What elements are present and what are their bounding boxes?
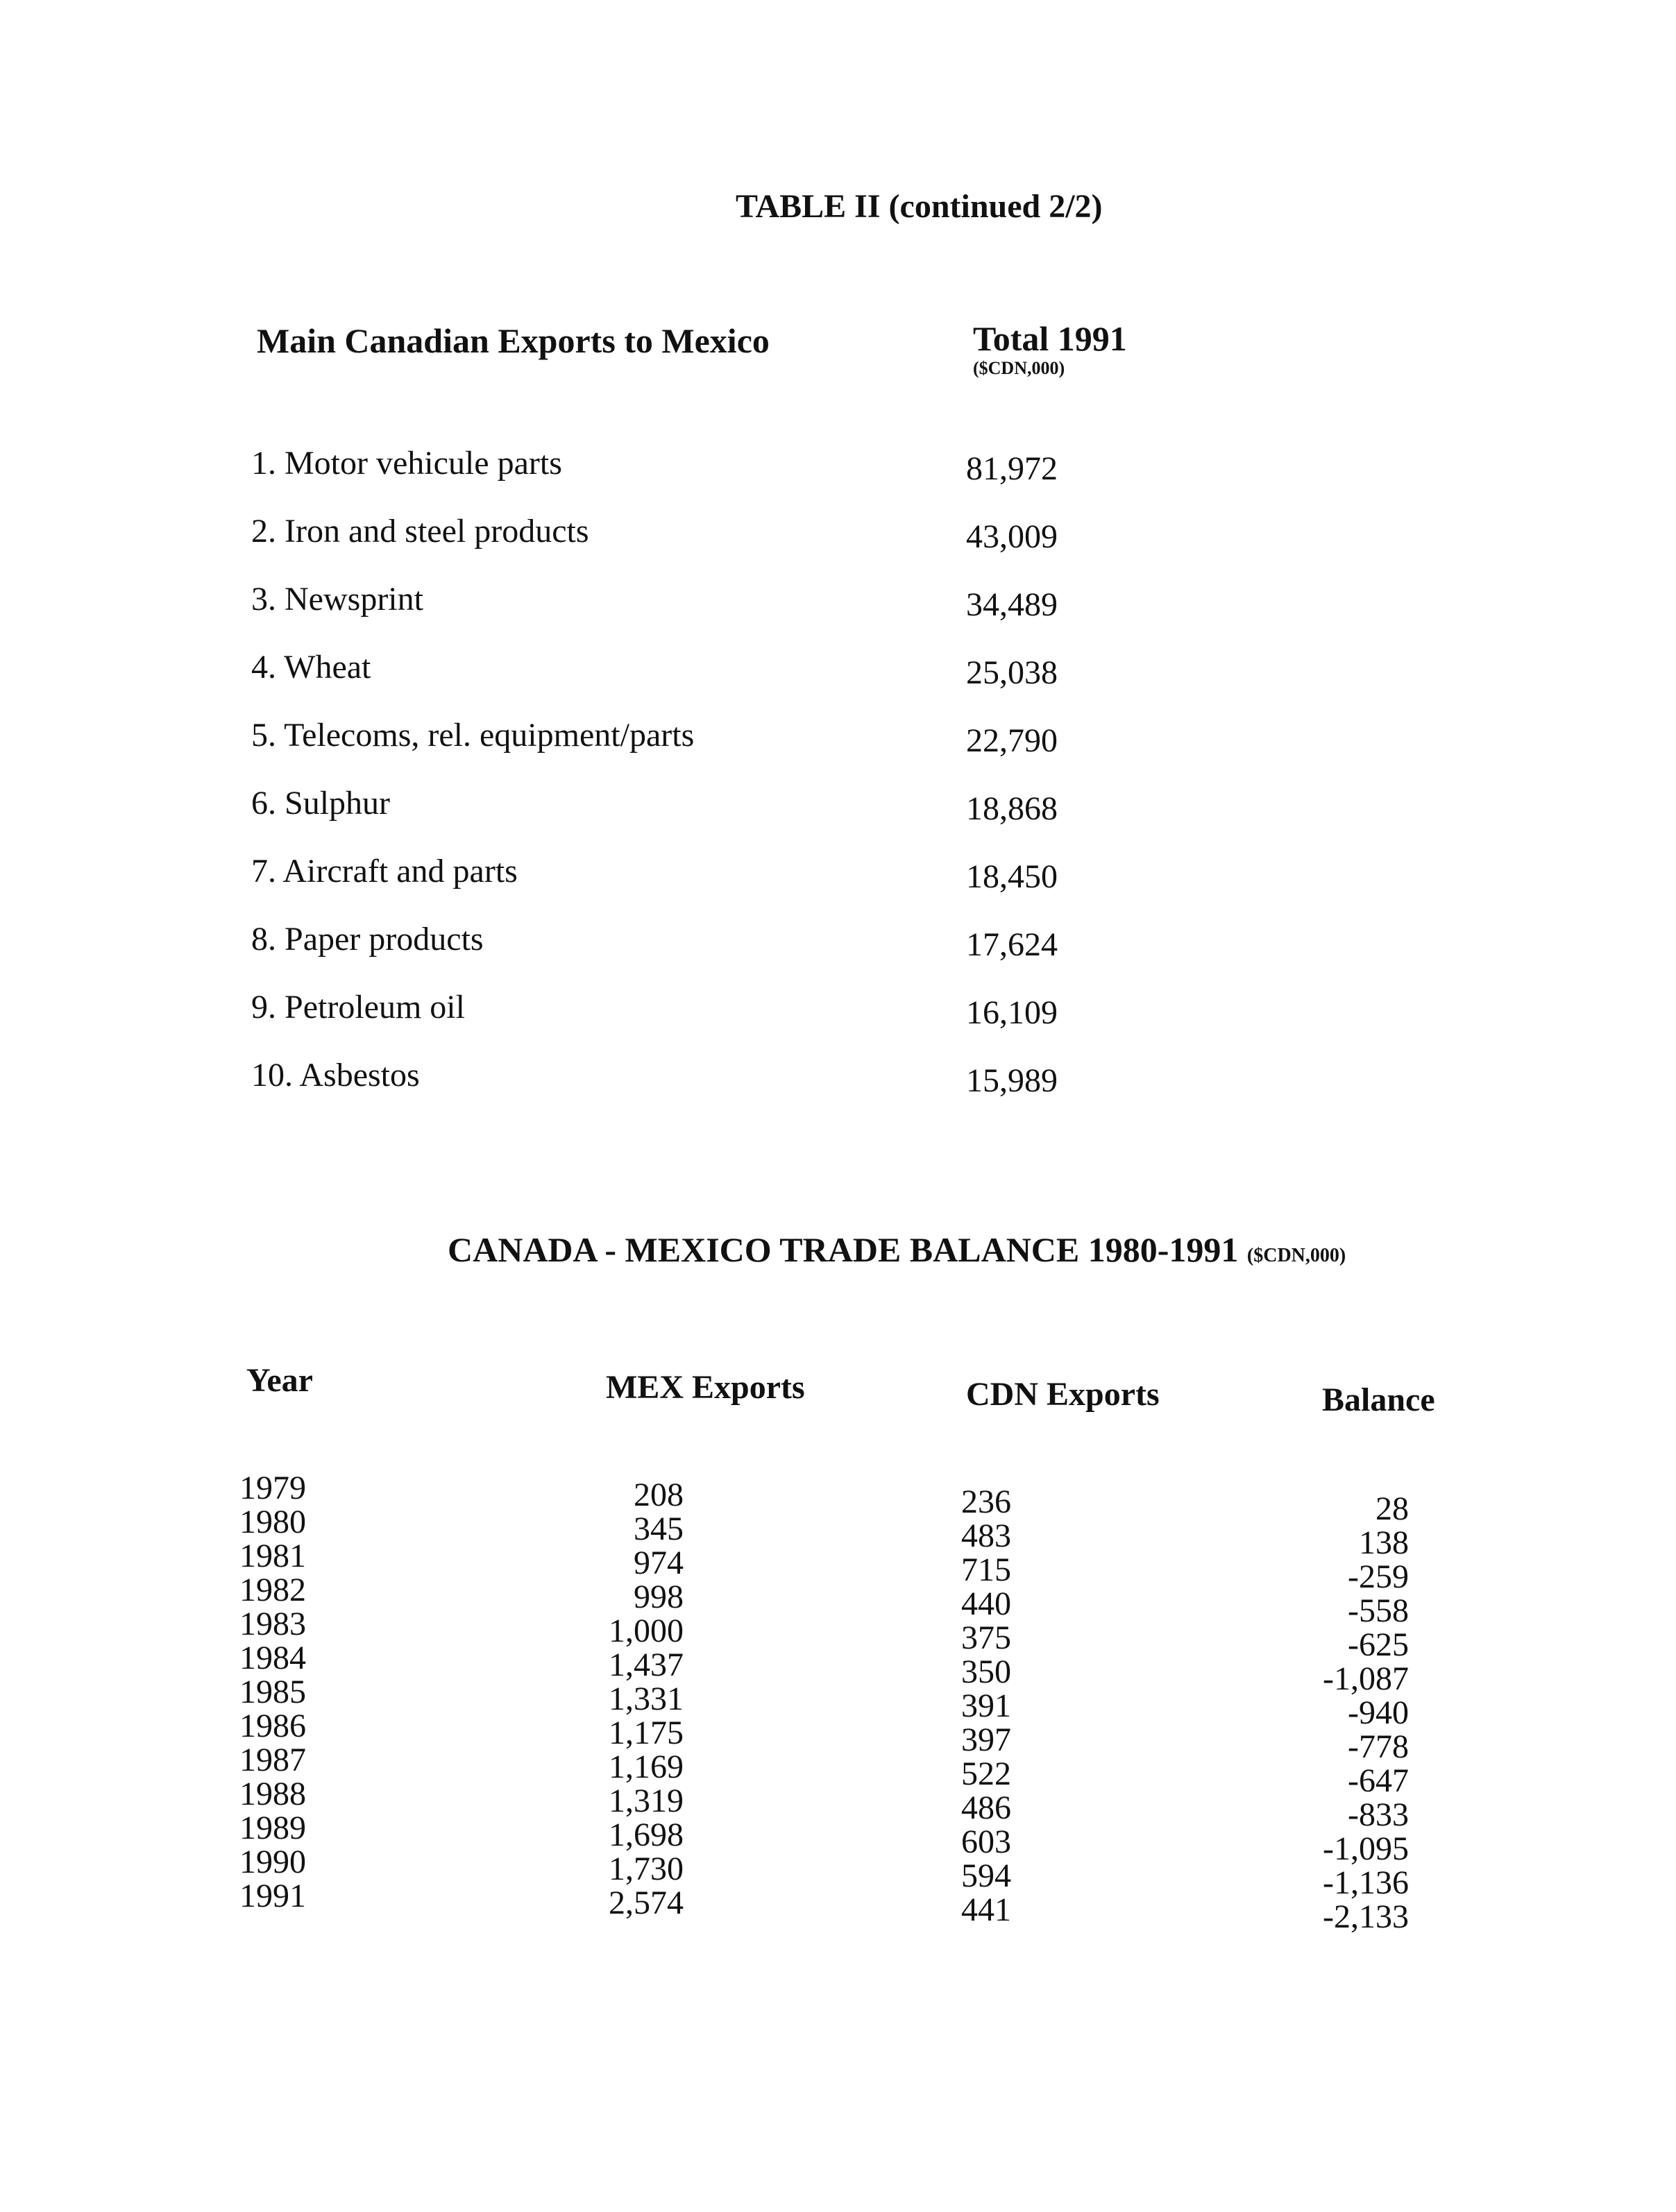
export-item-label: 2. Iron and steel products: [251, 513, 589, 550]
export-item-value: 22,790: [966, 722, 1058, 759]
cdn-exports-cell: 715: [961, 1551, 1011, 1588]
cdn-exports-cell: 397: [961, 1721, 1011, 1758]
balance-cell: -1,095: [1323, 1830, 1409, 1867]
mex-exports-cell: 1,730: [609, 1851, 684, 1887]
balance-cell: 28: [1375, 1490, 1409, 1527]
year-cell: 1985: [239, 1674, 306, 1710]
mex-exports-cell: 998: [634, 1579, 684, 1615]
mex-exports-cell: 1,169: [609, 1749, 684, 1785]
years-column: [239, 1471, 350, 1913]
export-row: [251, 580, 1153, 648]
year-cell: 1984: [239, 1640, 306, 1676]
export-item-value: 18,450: [966, 858, 1058, 895]
cdn-exports-cell: 375: [961, 1619, 1011, 1656]
cdn-exports-cell: 483: [961, 1517, 1011, 1554]
year-cell: 1989: [239, 1810, 306, 1846]
balance-cell: -1,136: [1323, 1864, 1409, 1901]
export-item-value: 25,038: [966, 654, 1058, 691]
mex-exports-cell: 1,437: [609, 1647, 684, 1683]
balance-cell: 138: [1359, 1524, 1409, 1561]
balance-cell: -940: [1348, 1694, 1409, 1731]
cdn-exports-column: [961, 1485, 1072, 1927]
cdn-exports-cell: 603: [961, 1823, 1011, 1860]
cdn-exports-cell: 236: [961, 1483, 1011, 1520]
balance-cell: -625: [1348, 1626, 1409, 1663]
export-row: [251, 852, 1153, 920]
year-cell: 1982: [239, 1572, 306, 1608]
export-item-label: 4. Wheat: [251, 649, 371, 686]
year-cell: 1986: [239, 1708, 306, 1744]
exports-list: [251, 444, 1153, 1124]
export-item-value: 18,868: [966, 790, 1058, 827]
export-item-label: 9. Petroleum oil: [251, 989, 465, 1026]
year-cell: 1988: [239, 1776, 306, 1812]
year-cell: 1979: [239, 1470, 306, 1506]
export-item-value: 34,489: [966, 586, 1058, 623]
cdn-exports-cell: 440: [961, 1585, 1011, 1622]
export-item-label: 6. Sulphur: [251, 785, 391, 822]
year-cell: 1981: [239, 1538, 306, 1574]
year-cell: 1983: [239, 1606, 306, 1642]
export-item-value: 43,009: [966, 518, 1058, 555]
mex-exports-cell: 1,000: [609, 1613, 684, 1649]
mex-exports-cell: 974: [634, 1545, 684, 1581]
cdn-exports-cell: 486: [961, 1789, 1011, 1826]
cdn-exports-cell: 350: [961, 1653, 1011, 1690]
balance-cell: -647: [1348, 1762, 1409, 1799]
export-row: [251, 648, 1153, 716]
export-item-value: 17,624: [966, 926, 1058, 963]
total-heading-unit: ($CDN,000): [973, 357, 1065, 378]
balance-header: Balance: [1322, 1381, 1435, 1418]
year-cell: 1980: [239, 1504, 306, 1540]
mex-exports-column: [555, 1478, 684, 1920]
cdn-exports-cell: 594: [961, 1857, 1011, 1894]
balance-cell: -259: [1348, 1558, 1409, 1595]
export-item-label: 10. Asbestos: [251, 1057, 420, 1094]
year-header: Year: [246, 1362, 313, 1399]
cdn-exports-cell: 391: [961, 1687, 1011, 1724]
mex-exports-cell: 2,574: [609, 1885, 684, 1921]
cdn-exports-cell: 522: [961, 1755, 1011, 1792]
export-row: [251, 444, 1153, 512]
mex-exports-cell: 1,175: [609, 1715, 684, 1751]
export-row: [251, 920, 1153, 988]
balance-cell: -1,087: [1323, 1660, 1409, 1697]
exports-heading: Main Canadian Exports to Mexico: [257, 321, 770, 360]
mex-exports-cell: 345: [634, 1511, 684, 1547]
balance-column: [1270, 1492, 1409, 1934]
mex-exports-cell: 208: [634, 1477, 684, 1513]
export-row: [251, 784, 1153, 852]
export-item-value: 15,989: [966, 1062, 1058, 1099]
export-item-label: 7. Aircraft and parts: [251, 853, 518, 890]
export-row: [251, 1056, 1153, 1124]
balance-cell: -558: [1348, 1592, 1409, 1629]
export-row: [251, 716, 1153, 784]
year-cell: 1987: [239, 1742, 306, 1778]
balance-title: [448, 1230, 1346, 1270]
mex-exports-header: MEX Exports: [606, 1369, 805, 1406]
balance-cell: -2,133: [1323, 1898, 1409, 1935]
total-heading: [973, 321, 1127, 377]
mex-exports-cell: 1,319: [609, 1783, 684, 1819]
table-title: TABLE II (continued 2/2): [736, 188, 1103, 225]
export-item-label: 1. Motor vehicule parts: [251, 445, 562, 482]
balance-title-text: CANADA - MEXICO TRADE BALANCE 1980-1991: [448, 1230, 1239, 1269]
mex-exports-cell: 1,698: [609, 1817, 684, 1853]
year-cell: 1991: [239, 1878, 306, 1914]
export-item-label: 3. Newsprint: [251, 581, 423, 618]
export-row: [251, 512, 1153, 580]
export-item-label: 8. Paper products: [251, 921, 484, 958]
cdn-exports-cell: 441: [961, 1891, 1011, 1928]
balance-title-unit: ($CDN,000): [1246, 1245, 1346, 1266]
balance-cell: -778: [1348, 1728, 1409, 1765]
export-row: [251, 988, 1153, 1056]
export-item-value: 16,109: [966, 994, 1058, 1031]
balance-cell: -833: [1348, 1796, 1409, 1833]
cdn-exports-header: CDN Exports: [966, 1376, 1160, 1413]
export-item-value: 81,972: [966, 450, 1058, 487]
mex-exports-cell: 1,331: [609, 1681, 684, 1717]
year-cell: 1990: [239, 1844, 306, 1880]
export-item-label: 5. Telecoms, rel. equipment/parts: [251, 717, 695, 754]
total-heading-label: Total 1991: [973, 319, 1127, 358]
